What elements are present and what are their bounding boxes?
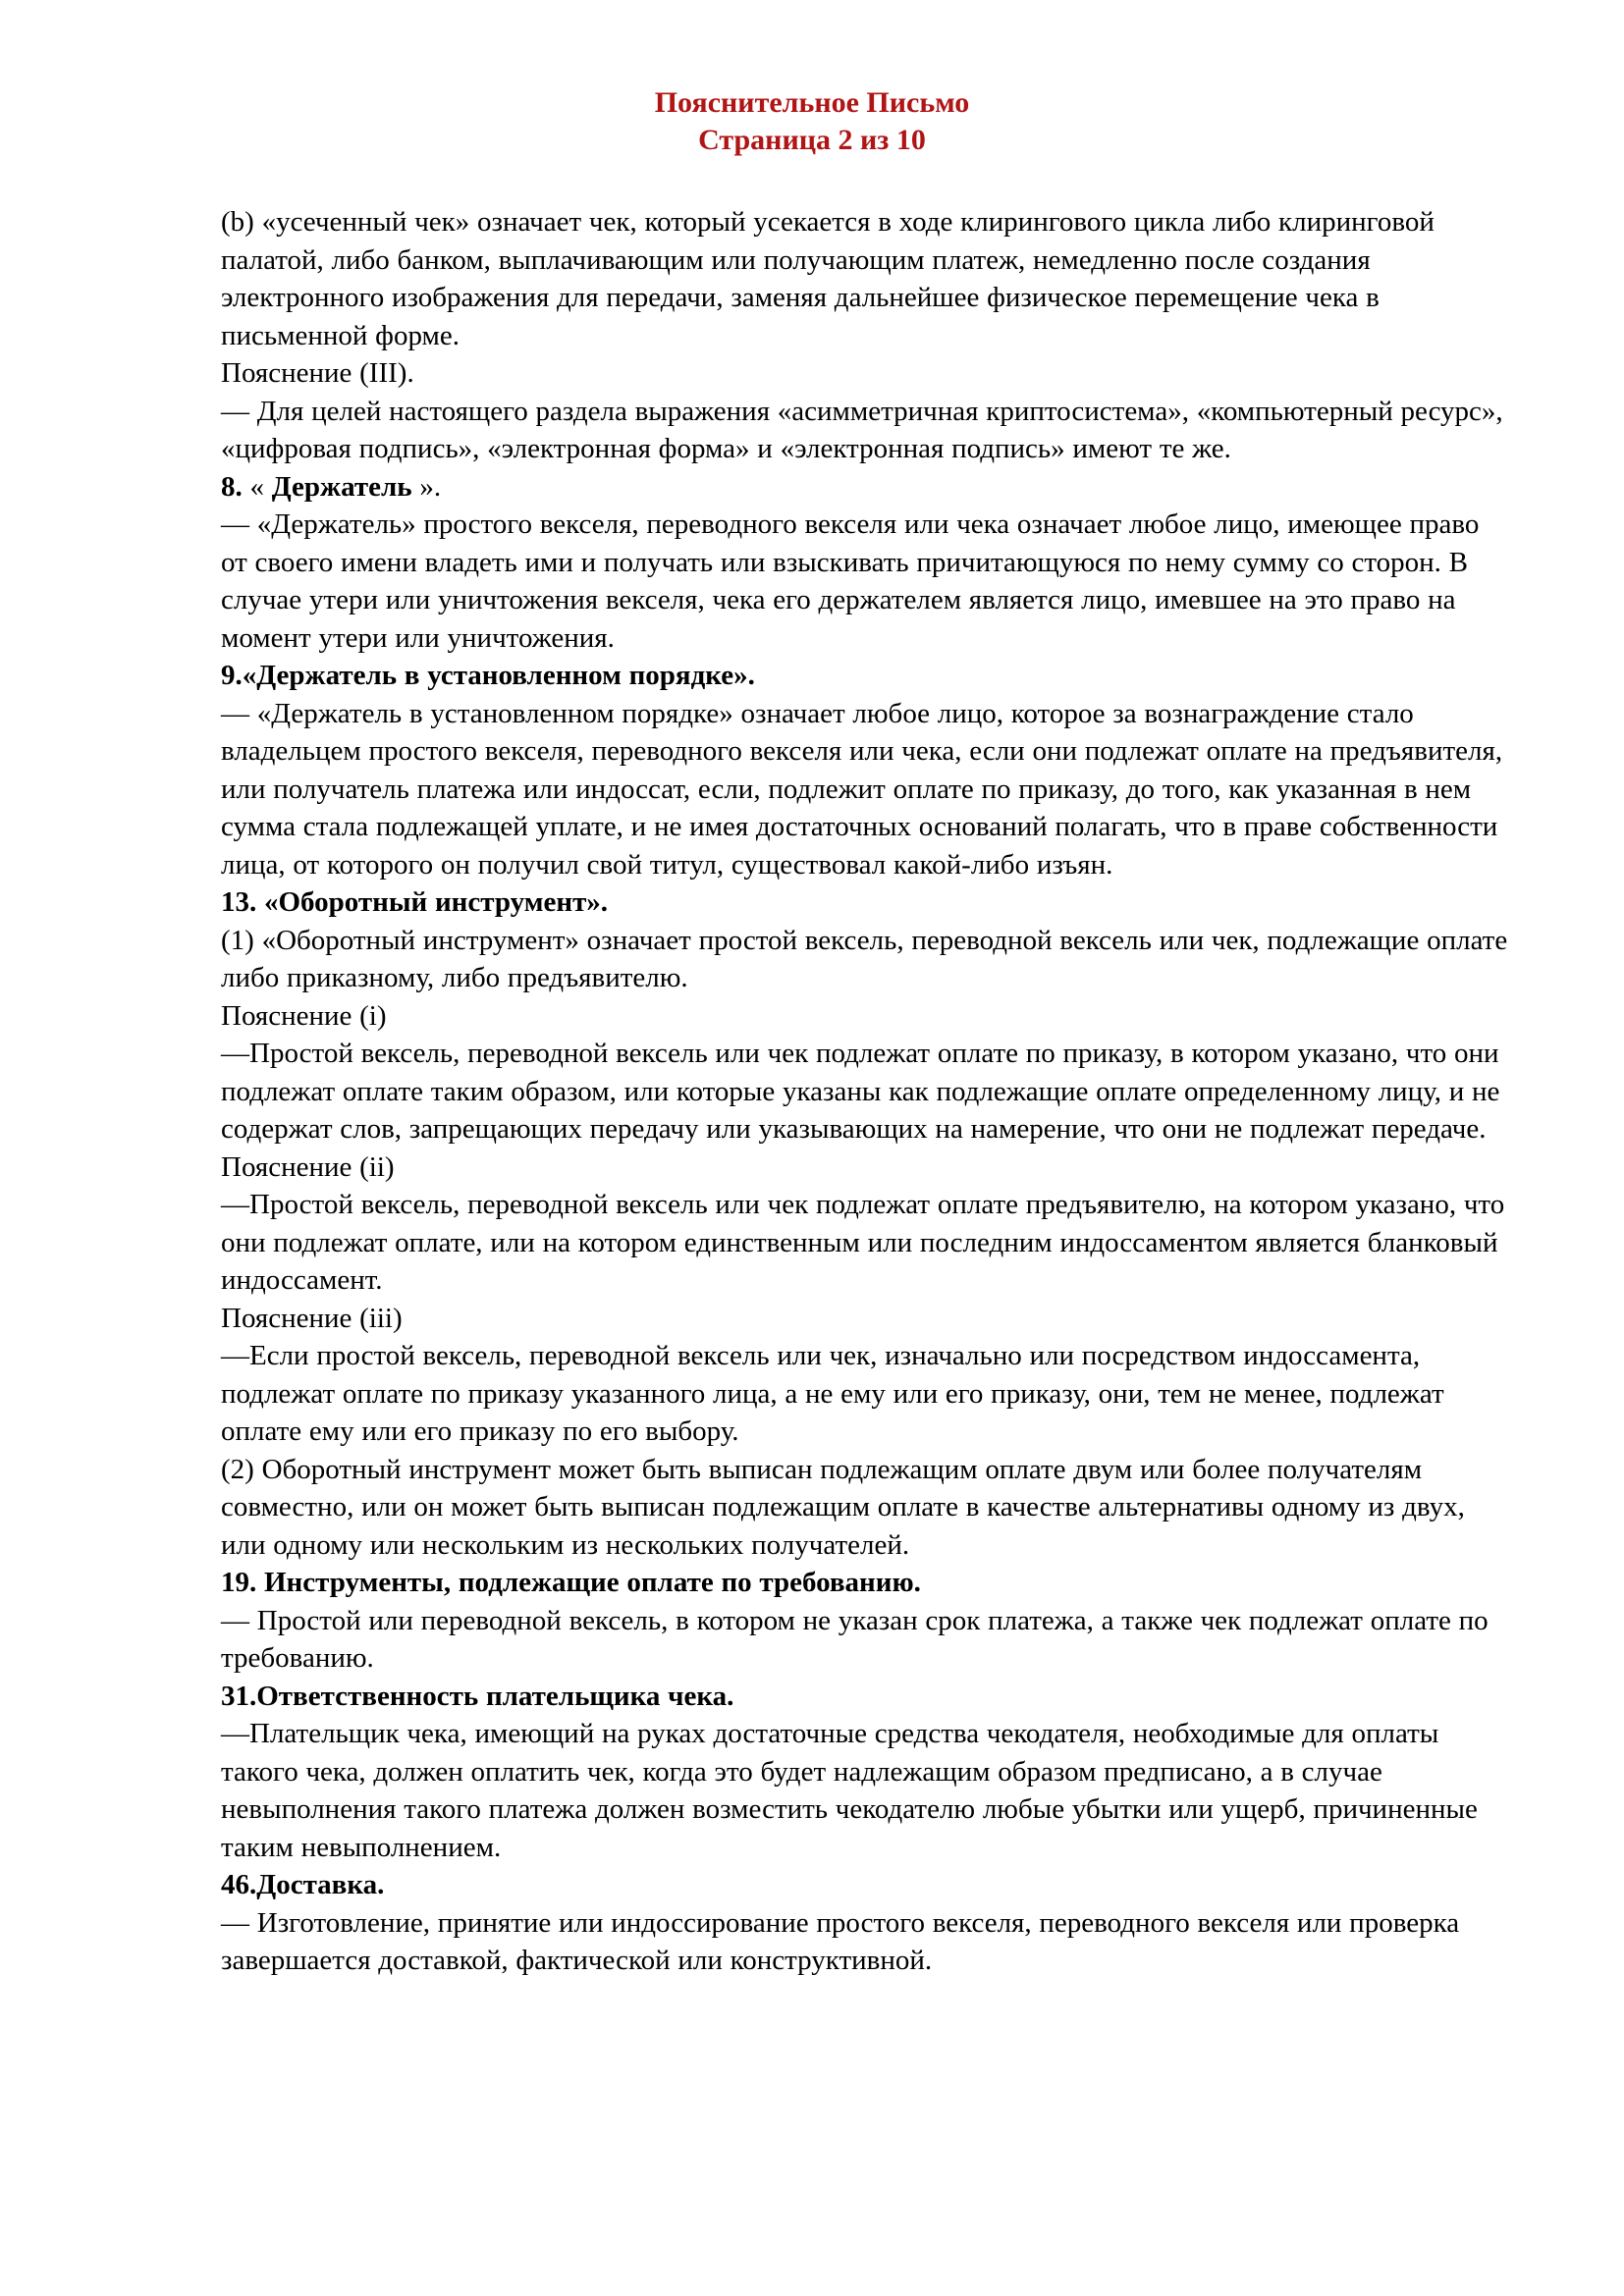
body-paragraph: [221, 1451, 1511, 1565]
bold-text-run: 19. Инструменты, подлежащие оплате по требованию.: [221, 1567, 921, 1598]
section-heading-paragraph: [221, 1564, 1511, 1602]
text-run: — Простой или переводной вексель, в котором не указан срок платежа, а также чек подлежат оплате по требованию.: [221, 1604, 1489, 1674]
text-run: Пояснение (ii): [221, 1150, 395, 1183]
text-run: — Для целей настоящего раздела выражения «асимметричная криптосистема», «компьютерный ресурс», «цифровая подпись», «электронная форма» и «электронная подпись» имеют те же.: [221, 395, 1503, 464]
document-body: [221, 203, 1511, 1980]
body-paragraph: [221, 1035, 1511, 1148]
body-paragraph: [221, 506, 1511, 657]
document-title: Пояснительное Письмо: [654, 86, 970, 119]
body-paragraph: [221, 203, 1511, 354]
text-run: —Если простой вексель, переводной вексель или чек, изначально или посредством индоссамента, подлежат оплате по приказу указанного лица, а не ему или его приказу, они, тем не менее, подлежат оплате ему или его приказу по его выбору.: [221, 1340, 1444, 1447]
page-header: [0, 0, 1624, 159]
body-paragraph: [221, 393, 1511, 468]
body-paragraph: [221, 1602, 1511, 1678]
text-run: —Простой вексель, переводной вексель или чек подлежат оплате по приказу, в котором указано, что они подлежат оплате таким образом, или которые указаны как подлежащие оплате определенному лицу, и не содержат слов, запрещающих передачу или указывающих на намерение, что они не подлежат передаче.: [221, 1038, 1500, 1145]
body-paragraph: [221, 1715, 1511, 1866]
text-run: —Плательщик чека, имеющий на руках достаточные средства чекодателя, необходимые для оплаты такого чека, должен оплатить чек, когда это будет надлежащим образом предписано, а в случае невыполнения такого платежа должен возместить чекодателю любые убытки или ущерб, причиненные таким невыполнением.: [221, 1718, 1478, 1863]
section-heading-paragraph: [221, 468, 1511, 507]
text-run: (1) «Оборотный инструмент» означает простой вексель, переводной вексель или чек, подлежащие оплате либо приказному, либо предъявителю.: [221, 924, 1508, 993]
text-run: ».: [411, 470, 442, 503]
bold-text-run: Держатель: [271, 470, 412, 503]
explanation-label: [221, 354, 1511, 393]
body-paragraph: [221, 695, 1511, 884]
page-number: Страница 2 из 10: [698, 124, 926, 156]
text-run: — «Держатель в установленном порядке» означает любое лицо, которое за вознаграждение стало владельцем простого векселя, переводного векселя или чека, если они подлежат оплате на предъявителя, или получатель платежа или индоссат, если, подлежит оплате по приказу, до того, как указанная в нем сумма стала подлежащей уплате, и не имея достаточных оснований полагать, что в праве собственности лица, от которого он получил свой титул, существовал какой-либо изъян.: [221, 697, 1503, 881]
body-paragraph: [221, 922, 1511, 997]
section-heading-paragraph: [221, 1866, 1511, 1904]
bold-text-run: 9.«Держатель в установленном порядке».: [221, 660, 755, 691]
text-run: —Простой вексель, переводной вексель или чек подлежат оплате предъявителю, на котором указано, что они подлежат оплате, или на котором единственным или последним индоссаментом является бланковый индоссамент.: [221, 1189, 1505, 1296]
body-paragraph: [221, 1904, 1511, 1980]
text-run: Пояснение (iii): [221, 1302, 403, 1334]
text-run: — «Держатель» простого векселя, переводного векселя или чека означает любое лицо, имеющее право от своего имени владеть ими и получать или взыскивать причитающуюся по нему сумму со сторон. В случае утери или уничтожения векселя, чека его держателем является лицо, имевшее на это право на момент утери или уничтожения.: [221, 508, 1480, 654]
explanation-label: [221, 1300, 1511, 1338]
section-heading-paragraph: [221, 657, 1511, 695]
body-paragraph: [221, 1337, 1511, 1451]
explanation-label: [221, 1148, 1511, 1187]
bold-text-run: 13. «Оборотный инструмент».: [221, 886, 609, 918]
bold-text-run: 31.Ответственность плательщика чека.: [221, 1680, 734, 1712]
bold-text-run: 8.: [221, 470, 243, 503]
text-run: Пояснение (III).: [221, 357, 414, 389]
text-run: (2) Оборотный инструмент может быть выписан подлежащим оплате двум или более получателям совместно, или он может быть выписан подлежащим оплате в качестве альтернативы одному из двух, или одному или нескольким из нескольких получателей.: [221, 1453, 1465, 1561]
section-heading-paragraph: [221, 1678, 1511, 1716]
text-run: «: [242, 470, 272, 503]
section-heading-paragraph: [221, 883, 1511, 922]
body-paragraph: [221, 1186, 1511, 1300]
explanation-label: [221, 997, 1511, 1036]
bold-text-run: 46.Доставка.: [221, 1869, 385, 1900]
text-run: (b) «усеченный чек» означает чек, который усекается в ходе клирингового цикла либо клиринговой палатой, либо банком, выплачивающим или получающим платеж, немедленно после создания электронного изображения для передачи, заменяя дальнейшее физическое перемещение чека в письменной форме.: [221, 206, 1435, 351]
text-run: — Изготовление, принятие или индоссирование простого векселя, переводного векселя или проверка завершается доставкой, фактической или конструктивной.: [221, 1906, 1460, 1976]
text-run: Пояснение (i): [221, 999, 387, 1032]
